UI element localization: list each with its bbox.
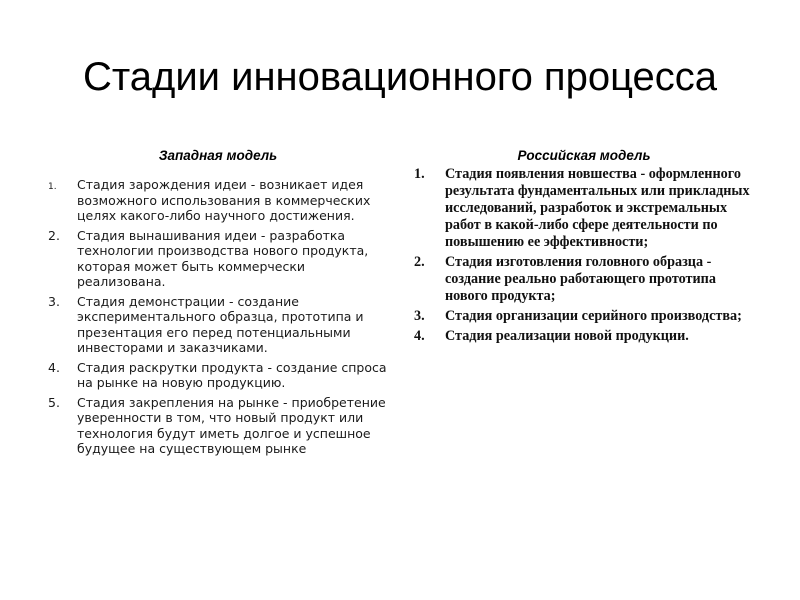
western-model-list (48, 177, 388, 461)
western-model-heading: Западная модель (158, 148, 278, 163)
russian-stage-3 (414, 308, 759, 325)
list-item-text: Стадия закрепления на рынке - приобретение уверенности в том, что новый продукт или технология будут иметь долгое и успешное будущее на существующем рынке (77, 394, 386, 456)
list-number: 5. (48, 394, 60, 410)
western-stage-1 (48, 177, 388, 224)
russian-stage-2 (414, 254, 759, 305)
russian-stage-4 (414, 328, 759, 345)
western-stage-3 (48, 294, 388, 356)
list-item-text: Стадия организации серийного производства; (445, 308, 742, 324)
list-item-text: Стадия появления новшества - оформленного результата фундаментальных или прикладных исследований, разработок и экстремальных работ в какой-либо сфере деятельности по повышению ее эффективности; (445, 166, 750, 250)
russian-model-list (414, 166, 759, 348)
list-item-text: Стадия изготовления головного образца - создание реально работающего прототипа нового продукта; (445, 254, 716, 304)
list-number: 2. (414, 254, 425, 270)
russian-stage-1 (414, 166, 759, 251)
list-item-text: Стадия реализации новой продукции. (445, 328, 689, 344)
western-stage-4 (48, 360, 388, 391)
western-stage-5 (48, 395, 388, 457)
list-number: 4. (48, 359, 60, 375)
list-item-text: Стадия раскрутки продукта - создание спроса на рынке на новую продукцию. (77, 359, 387, 390)
list-number: 3. (414, 308, 425, 324)
slide-title: Стадии инновационного процесса (82, 55, 718, 99)
western-stage-2 (48, 228, 388, 290)
russian-model-heading: Российская модель (517, 148, 651, 163)
list-item-text: Стадия вынашивания идеи - разработка технологии производства нового продукта, которая может быть коммерчески реализована. (77, 227, 369, 289)
list-number: 3. (48, 293, 60, 309)
list-item-text: Стадия зарождения идеи - возникает идея возможного использования в коммерческих целях какого-либо научного достижения. (77, 177, 371, 223)
list-item-text: Стадия демонстрации - создание экспериментального образца, прототипа и презентация его перед потенциальными инвесторами и заказчиками. (77, 293, 364, 355)
list-number: 1. (414, 166, 425, 182)
list-number: 4. (414, 328, 425, 344)
list-number: 1. (48, 182, 57, 192)
list-number: 2. (48, 227, 60, 243)
